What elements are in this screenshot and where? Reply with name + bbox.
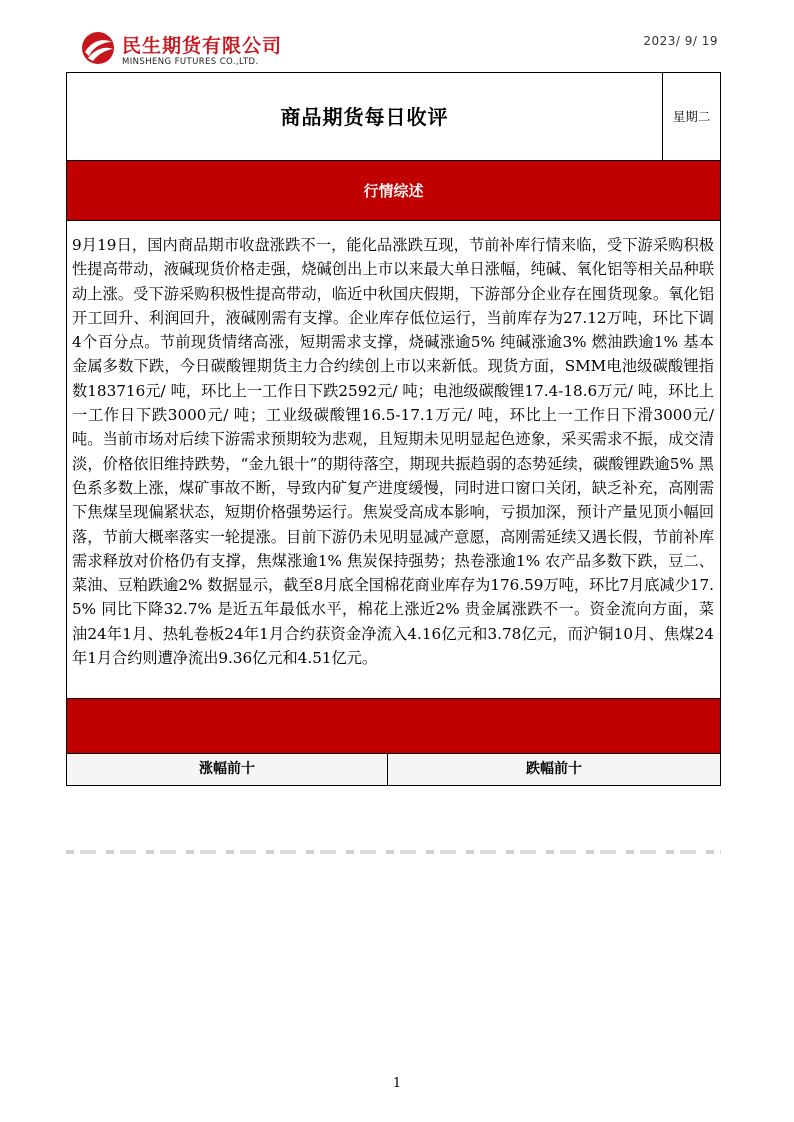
title-row xyxy=(67,73,720,161)
section-divider-bar xyxy=(67,699,720,754)
page-cut-artifact xyxy=(66,850,721,854)
weekday-cell: 星期二 xyxy=(662,73,720,161)
logo-chinese-name: 民生期货有限公司 xyxy=(122,35,283,57)
company-logo xyxy=(80,30,320,70)
report-title: 商品期货每日收评 xyxy=(280,105,449,129)
losers-header: 跌幅前十 xyxy=(387,754,720,785)
logo-english-name: MINSHENG FUTURES CO.,LTD. xyxy=(122,57,259,67)
overview-text: 9月19日，国内商品期市收盘涨跌不一，能化品涨跌互现，节前补库行情来临，受下游采购积极性提高带动，液碱现货价格走强，烧碱创出上市以来最大单日涨幅，纯碱、氧化铝等相关品种联动上涨。受下游采购积极性提高带动，临近中秋国庆假期，下游部分企业存在囤货现象。氧化铝开工回升、利润回升，液碱刚需有支撑。企业库存低位运行，当前库存为27.12万吨，环比下调4个百分点。节前现货情绪高涨，短期需求支撑，烧碱涨逾5% 纯碱涨逾3% 燃油跌逾1% 基本金属多数下跌，今日碳酸锂期货主力合约续创上市以来新低。现货方面，SMM电池级碳酸锂指数183716元/ 吨，环比上一工作日下跌2592元/ 吨；电池级碳酸锂17.4-18.6万元/ 吨，环比上一工作日下跌3000元/ 吨；工业级碳酸锂16.5-17.1万元/ 吨，环比上一工作日下滑3000元/ 吨。当前市场对后续下游需求预期较为悲观，且短期未见明显起色迹象，采买需求不振，成交清淡，价格依旧维持跌势，“金九银十”的期待落空，期现共振趋弱的态势延续，碳酸锂跌逾5% 黑色系多数上涨，煤矿事故不断，导致内矿复产进度缓慢，同时进口窗口关闭，缺乏补充，高刚需下焦煤呈现偏紧状态，短期价格强势运行。焦炭受高成本影响，亏损加深，预计产量见顶小幅回落，节前大概率落实一轮提涨。目前下游仍未见明显减产意愿，高刚需延续又遇长假，节前补库需求释放对价格仍有支撑，焦煤涨逾1% 焦炭保持强势；热卷涨逾1% 农产品多数下跌，豆二、菜油、豆粕跌逾2% 数据显示，截至8月底全国棉花商业库存为176.59万吨，环比7月底减少17.5% 同比下降32.7% 是近五年最低水平，棉花上涨近2% 贵金属涨跌不一。资金流向方面，菜油24年1月、热轧卷板24年1月合约获资金净流入4.16亿元和3.78亿元，而沪铜10月、焦煤24年1月合约则遭净流出9.36亿元和4.51亿元。 xyxy=(67,221,720,699)
overview-header: 行情综述 xyxy=(67,161,720,221)
rankings-header-row xyxy=(67,754,720,785)
minsheng-logo-icon xyxy=(80,30,116,66)
report-table xyxy=(66,72,721,786)
page-number: 1 xyxy=(392,1076,402,1091)
report-date: 2023/ 9/ 19 xyxy=(643,34,718,48)
gainers-header: 涨幅前十 xyxy=(67,754,387,785)
